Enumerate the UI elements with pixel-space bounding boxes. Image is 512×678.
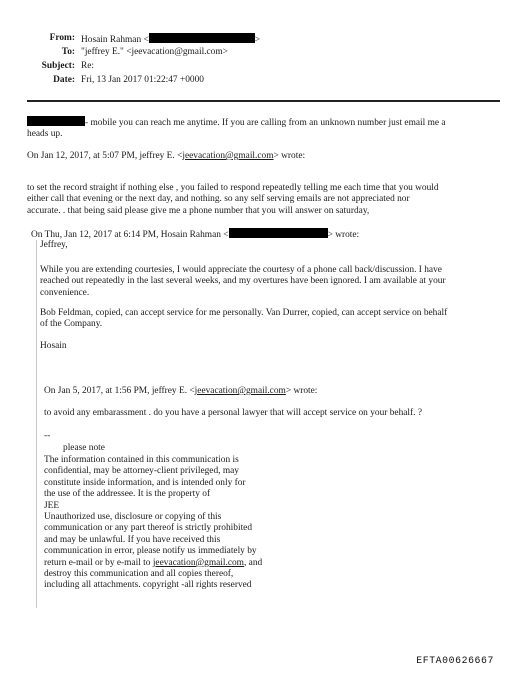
quote-body-3: to avoid any embarassment . do you have a personal lawyer that will accept service on your behalf. ? <box>44 408 422 418</box>
quote-header-suffix: > wrote: <box>285 386 318 396</box>
disclaimer-line: The information contained in this communication is <box>44 455 239 465</box>
disclaimer-email-suffix: , and <box>243 557 263 568</box>
to-value: "jeffrey E." <jeevacation@gmail.com> <box>81 47 228 57</box>
disclaimer-line: Unauthorized use, disclosure or copying of this <box>44 512 222 523</box>
quote-header-3 <box>44 386 504 397</box>
signature-note: please note <box>63 443 105 453</box>
from-name: Hosain Rahman < <box>81 35 149 45</box>
paragraph-line: Bob Feldman, copied, can accept service for me personally. Van Durrer, copied, can accept service on behalf <box>40 308 448 318</box>
paragraph-2 <box>40 308 505 331</box>
quote-line: accurate. . that being said please give me a phone number that you will answer on saturday, <box>27 205 370 216</box>
paragraph-line: convenience. <box>40 287 90 298</box>
redaction-block <box>149 33 255 43</box>
message-text-cont: heads up. <box>27 129 63 140</box>
date-label: Date: <box>53 75 75 85</box>
document-id: EFTA00626667 <box>416 654 494 666</box>
from-value <box>81 33 260 46</box>
disclaimer-line: including all attachments. copyright -all rights reserved <box>44 580 252 591</box>
quote-header-suffix: > wrote: <box>273 151 306 161</box>
disclaimer-line: communication in error, please notify us immediately by <box>44 546 257 557</box>
to-label: To: <box>61 47 75 57</box>
disclaimer-email-line <box>44 558 344 569</box>
subject-value: Re: <box>81 61 95 71</box>
paragraph-1 <box>40 265 505 299</box>
disclaimer <box>44 455 344 592</box>
quote-bar <box>36 240 37 608</box>
quote-line: to set the record straight if nothing else , you failed to respond repeatedly telling me each time that you would <box>27 183 439 193</box>
signoff: Hosain <box>40 341 67 351</box>
quote-header-text: On Thu, Jan 12, 2017 at 6:14 PM, Hosain Rahman < <box>31 230 229 240</box>
message-body <box>27 116 502 141</box>
quote-header-1 <box>27 151 502 162</box>
greeting: Jeffrey, <box>40 240 68 250</box>
paragraph-line: reached out repeatedly in the last several weeks, and my overtures have been ignored. I am available at your <box>40 276 446 287</box>
disclaimer-line: the use of the addressee. It is the property of <box>44 489 211 500</box>
disclaimer-line: confidential, may be attorney-client privileged, may <box>44 466 239 477</box>
quote-body-1 <box>27 183 507 217</box>
date-value: Fri, 13 Jan 2017 01:22:47 +0000 <box>81 75 204 85</box>
quote-header-suffix: > wrote: <box>327 230 360 240</box>
message-text: - mobile you can reach me anytime. If you are calling from an unknown number just email me a <box>85 118 446 128</box>
from-suffix: > <box>254 35 261 45</box>
disclaimer-line: communication or any part thereof is strictly prohibited <box>44 523 253 534</box>
disclaimer-line: and may be unlawful. If you have received this <box>44 534 221 545</box>
disclaimer-email-prefix: return e-mail or by e-mail to <box>44 557 153 568</box>
disclaimer-line: destroy this communication and all copies thereof, <box>44 569 234 580</box>
quote-header-text: On Jan 5, 2017, at 1:56 PM, jeffrey E. < <box>44 386 195 396</box>
email-link[interactable]: jeevacation@gmail.com <box>152 557 244 568</box>
redaction-block <box>229 228 328 238</box>
paragraph-line: While you are extending courtesies, I would appreciate the courtesy of a phone call back/discussion. I have <box>40 265 442 275</box>
subject-label: Subject: <box>41 61 75 71</box>
email-link[interactable]: jeevacation@gmail.com <box>182 151 274 161</box>
quote-header-text: On Jan 12, 2017, at 5:07 PM, jeffrey E. < <box>27 151 183 161</box>
header-divider <box>27 100 500 102</box>
disclaimer-line: constitute inside information, and is intended only for <box>44 477 246 488</box>
message-line <box>27 116 502 129</box>
email-link[interactable]: jeevacation@gmail.com <box>194 386 286 396</box>
disclaimer-line: JEE <box>44 500 60 511</box>
quote-body-2 <box>40 240 505 251</box>
signature-dashes: -- <box>44 431 51 441</box>
quote-line: either call that evening or the next day, and nothing. so any self serving emails are not appreciated nor <box>27 194 410 205</box>
redaction-block <box>27 116 85 126</box>
paragraph-line: of the Company. <box>40 319 103 330</box>
from-label: From: <box>49 33 75 43</box>
